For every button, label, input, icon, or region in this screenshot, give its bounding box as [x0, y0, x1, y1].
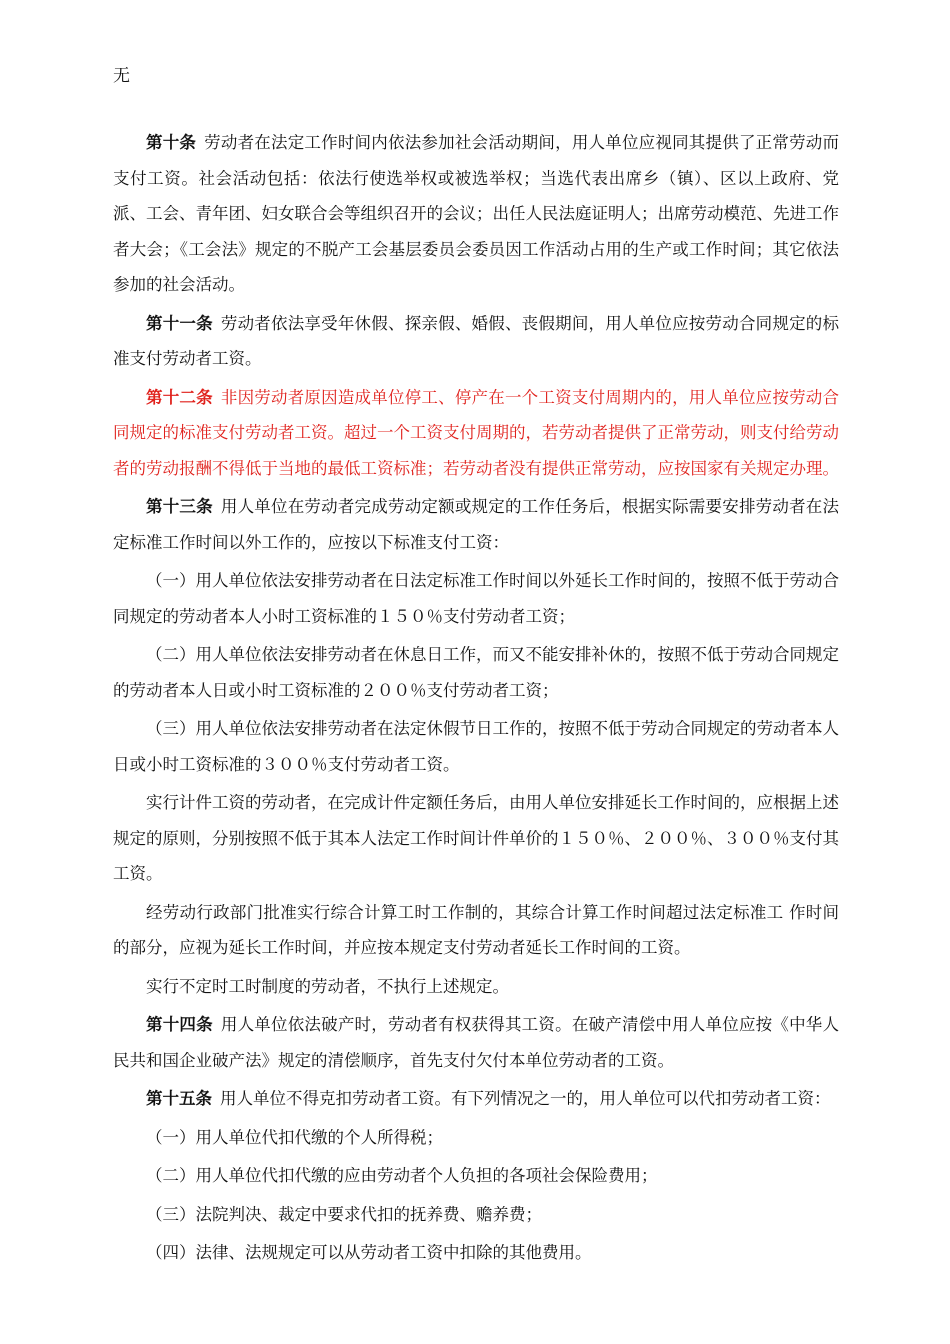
- article-text: 用人单位不得克扣劳动者工资。有下列情况之一的，用人单位可以代扣劳动者工资：: [220, 1089, 831, 1108]
- article-15-item-4: （四）法律、法规规定可以从劳动者工资中扣除的其他费用。: [146, 1243, 592, 1262]
- article-heading: 第十四条: [146, 1015, 213, 1034]
- article-heading: 第十一条: [146, 313, 213, 333]
- article-text: 用人单位在劳动者完成劳动定额或规定的工作任务后，根据实际需要安排劳动者在法定标准工作时间以外工作的，应按以下标准支付工资：: [113, 497, 840, 552]
- article-13-item-2: （二）用人单位依法安排劳动者在休息日工作，而又不能安排补休的，按照不低于劳动合同规定的劳动者本人日或小时工资标准的２００％支付劳动者工资；: [113, 645, 839, 700]
- flexible-hours-paragraph: 实行不定时工时制度的劳动者，不执行上述规定。: [146, 976, 509, 996]
- leading-text: 无: [113, 66, 130, 86]
- article-heading: 第十五条: [146, 1089, 212, 1108]
- article-12-highlighted: [113, 380, 839, 487]
- article-13-item-1: （一）用人单位依法安排劳动者在日法定标准工作时间以外延长工作时间的，按照不低于劳动合同规定的劳动者本人小时工资标准的１５０％支付劳动者工资；: [113, 571, 839, 626]
- article-heading: 第十条: [146, 133, 197, 152]
- article-heading: 第十二条: [146, 387, 213, 407]
- article-heading: 第十三条: [146, 497, 213, 516]
- article-text: 劳动者依法享受年休假、探亲假、婚假、丧假期间，用人单位应按劳动合同规定的标准支付劳动者工资。: [113, 313, 840, 368]
- article-text: 劳动者在法定工作时间内依法参加社会活动期间，用人单位应视同其提供了正常劳动而支付工资。社会活动包括：依法行使选举权或被选举权；当选代表出席乡（镇）、区以上政府、党派、工会、青年团、妇女联合会等组织召开的会议；出任人民法庭证明人；出席劳动模范、先进工作者大会；《工会法》规定的不脱产工会基层委员会委员因工作活动占用的生产或工作时间；其它依法参加的社会活动。: [113, 133, 840, 294]
- article-text: 用人单位依法破产时，劳动者有权获得其工资。在破产清偿中用人单位应按《中华人民共和国企业破产法》规定的清偿顺序，首先支付欠付本单位劳动者的工资。: [113, 1015, 840, 1070]
- document-body: [113, 125, 839, 1274]
- article-15: [113, 1081, 839, 1117]
- comprehensive-hours-paragraph: 经劳动行政部门批准实行综合计算工时工作制的，其综合计算工作时间超过法定标准工 作时间的部分，应视为延长工作时间，并应按本规定支付劳动者延长工作时间的工资。: [113, 902, 839, 957]
- article-15-item-3: （三）法院判决、裁定中要求代扣的抚养费、赡养费；: [146, 1204, 542, 1224]
- article-text: 非因劳动者原因造成单位停工、停产在一个工资支付周期内的，用人单位应按劳动合同规定的标准支付劳动者工资。超过一个工资支付周期的，若劳动者提供了正常劳动，则支付给劳动者的劳动报酬不得低于当地的最低工资标准；若劳动者没有提供正常劳动，应按国家有关规定办理。: [113, 387, 840, 478]
- article-13: [113, 489, 839, 560]
- article-13-item-3: （三）用人单位依法安排劳动者在法定休假节日工作的，按照不低于劳动合同规定的劳动者本人日或小时工资标准的３００％支付劳动者工资。: [113, 719, 839, 774]
- article-15-item-2: （二）用人单位代扣代缴的应由劳动者个人负担的各项社会保险费用；: [146, 1166, 658, 1185]
- article-11: [113, 306, 839, 377]
- article-10: [113, 125, 839, 303]
- piecework-paragraph: 实行计件工资的劳动者，在完成计件定额任务后，由用人单位安排延长工作时间的，应根据上述规定的原则，分别按照不低于其本人法定工作时间计件单价的１５０％、２００％、３００％支付其工资。: [113, 793, 839, 883]
- article-15-item-1: （一）用人单位代扣代缴的个人所得税；: [146, 1127, 443, 1147]
- article-14: [113, 1007, 839, 1078]
